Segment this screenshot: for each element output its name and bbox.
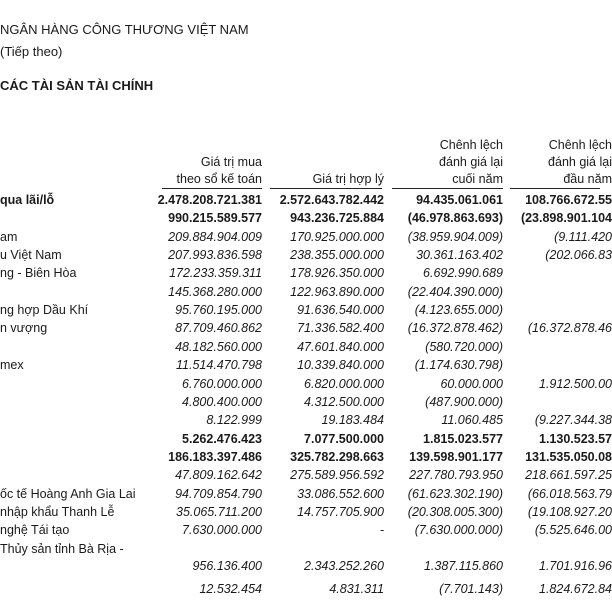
col-header-line: theo sổ kế toán bbox=[176, 172, 262, 186]
cell-c4: (19.108.927.20 bbox=[527, 505, 612, 519]
col-header-fair-value bbox=[313, 171, 384, 188]
cell-c4: (9.227.344.38 bbox=[534, 413, 612, 427]
cell-c3: (7.630.000.000) bbox=[414, 523, 503, 537]
cell-c2: 325.782.298.663 bbox=[290, 450, 384, 464]
cell-c3: (4.123.655.000) bbox=[414, 303, 503, 317]
cell-c3: (16.372.878.462) bbox=[407, 321, 503, 335]
row-label: am bbox=[0, 230, 18, 244]
cell-c1: 95.760.195.000 bbox=[175, 303, 262, 317]
cell-c2: 19.183.484 bbox=[321, 413, 384, 427]
cell-c1: 990.215.589.577 bbox=[168, 211, 262, 225]
cell-c1: 6.760.000.000 bbox=[182, 377, 262, 391]
cell-c2: 6.820.000.000 bbox=[304, 377, 384, 391]
cell-c4: 1.912.500.00 bbox=[539, 377, 612, 391]
cell-c1: 172.233.359.311 bbox=[169, 266, 262, 280]
cell-c3: 1.815.023.577 bbox=[423, 432, 503, 446]
cell-c4: 218.661.597.25 bbox=[525, 468, 612, 482]
cell-c3: 227.780.793.950 bbox=[409, 468, 503, 482]
table-row bbox=[0, 582, 612, 600]
table-row bbox=[0, 230, 612, 248]
cell-c1: 8.122.999 bbox=[206, 413, 262, 427]
table-row bbox=[0, 358, 600, 376]
cell-c1: 12.532.454 bbox=[199, 582, 262, 596]
cell-c4: 131.535.050.08 bbox=[525, 450, 612, 464]
table-row bbox=[0, 193, 612, 211]
col-header-line: đầu năm bbox=[563, 172, 612, 186]
table-row bbox=[0, 523, 612, 541]
cell-c4: (9.111.420 bbox=[554, 230, 612, 244]
table-row bbox=[0, 395, 600, 413]
table-row bbox=[0, 505, 612, 523]
cell-c2: 170.925.000.000 bbox=[290, 230, 384, 244]
cell-c3: 139.598.901.177 bbox=[409, 450, 503, 464]
cell-c2: 10.339.840.000 bbox=[297, 358, 384, 372]
cell-c3: 1.387.115.860 bbox=[423, 559, 503, 573]
col-header-revaluation-begin bbox=[548, 137, 612, 188]
cell-c3: 11.060.485 bbox=[441, 413, 503, 427]
cell-c2: 4.312.500.000 bbox=[304, 395, 384, 409]
row-label: ốc tế Hoàng Anh Gia Lai bbox=[0, 487, 136, 501]
table-row bbox=[0, 303, 600, 321]
cell-c4: 1.130.523.57 bbox=[539, 432, 612, 446]
row-label: mex bbox=[0, 358, 24, 372]
row-label: u Việt Nam bbox=[0, 248, 62, 262]
cell-c2: 238.355.000.000 bbox=[290, 248, 384, 262]
cell-c2: - bbox=[379, 523, 384, 537]
table-row bbox=[0, 432, 612, 450]
cell-c1: 87.709.460.862 bbox=[175, 321, 262, 335]
cell-c3: (22.404.390.000) bbox=[407, 285, 503, 299]
table-row bbox=[0, 340, 600, 358]
cell-c1: 47.809.162.642 bbox=[175, 468, 262, 482]
cell-c3: (20.308.005.300) bbox=[407, 505, 503, 519]
table-row bbox=[0, 487, 612, 505]
row-label: nhập khẩu Thanh Lễ bbox=[0, 505, 115, 519]
cell-c4: 108.766.672.55 bbox=[525, 193, 612, 207]
table-row bbox=[0, 321, 612, 339]
cell-c1: 145.368.280.000 bbox=[168, 285, 262, 299]
cell-c4: 1.701.916.96 bbox=[539, 559, 612, 573]
cell-c1: 11.514.470.798 bbox=[176, 358, 262, 372]
col-header-line: Chênh lệch bbox=[548, 138, 612, 152]
col-header-line: Chênh lệch bbox=[439, 138, 503, 152]
cell-c2: 2.343.252.260 bbox=[304, 559, 384, 573]
cell-c2: 91.636.540.000 bbox=[297, 303, 384, 317]
row-label: qua lãi/lỗ bbox=[0, 193, 55, 207]
cell-c2: 275.589.956.592 bbox=[290, 468, 384, 482]
cell-c1: 48.182.560.000 bbox=[175, 340, 262, 354]
header-rule bbox=[510, 188, 600, 189]
cell-c1: 207.993.836.598 bbox=[168, 248, 262, 262]
cell-c4: (16.372.878.46 bbox=[527, 321, 612, 335]
header-rule bbox=[162, 188, 262, 189]
cell-c3: (1.174.630.798) bbox=[414, 358, 503, 372]
cell-c3: (487.900.000) bbox=[425, 395, 503, 409]
cell-c1: 186.183.397.486 bbox=[168, 450, 262, 464]
cell-c1: 956.136.400 bbox=[192, 559, 262, 573]
cell-c2: 122.963.890.000 bbox=[290, 285, 384, 299]
cell-c4: (5.525.646.00 bbox=[534, 523, 612, 537]
header-rule bbox=[392, 188, 503, 189]
table-row bbox=[0, 542, 600, 560]
table-row bbox=[0, 413, 612, 431]
table-row bbox=[0, 248, 612, 266]
cell-c1: 209.884.904.009 bbox=[168, 230, 262, 244]
cell-c2: 2.572.643.782.442 bbox=[279, 193, 384, 207]
cell-c3: 60.000.000 bbox=[440, 377, 503, 391]
col-header-line: cuối năm bbox=[452, 172, 503, 186]
continued-note: (Tiếp theo) bbox=[0, 44, 63, 59]
cell-c3: 6.692.990.689 bbox=[423, 266, 503, 280]
bank-name: NGÂN HÀNG CÔNG THƯƠNG VIỆT NAM bbox=[0, 22, 249, 37]
cell-c3: 30.361.163.402 bbox=[416, 248, 503, 262]
cell-c3: 94.435.061.061 bbox=[416, 193, 503, 207]
table-row bbox=[0, 285, 600, 303]
row-label: nghệ Tái tạo bbox=[0, 523, 70, 537]
cell-c3: (46.978.863.693) bbox=[407, 211, 503, 225]
row-label: ng - Biên Hòa bbox=[0, 266, 77, 280]
table-row bbox=[0, 377, 612, 395]
cell-c3: (7.701.143) bbox=[439, 582, 503, 596]
table-row bbox=[0, 211, 612, 229]
row-label: ng hợp Dầu Khí bbox=[0, 303, 89, 317]
cell-c4: (66.018.563.79 bbox=[527, 487, 612, 501]
cell-c1: 5.262.476.423 bbox=[182, 432, 262, 446]
cell-c4: 1.824.672.84 bbox=[539, 582, 612, 596]
cell-c3: (580.720.000) bbox=[425, 340, 503, 354]
col-header-line: Giá trị mua bbox=[200, 155, 262, 169]
cell-c2: 7.077.500.000 bbox=[304, 432, 384, 446]
col-header-revaluation-end bbox=[439, 137, 503, 188]
cell-c4: (23.898.901.104 bbox=[520, 211, 612, 225]
table-row bbox=[0, 266, 600, 284]
cell-c2: 4.831.311 bbox=[329, 582, 384, 596]
cell-c3: (38.959.904.009) bbox=[407, 230, 503, 244]
cell-c2: 47.601.840.000 bbox=[297, 340, 384, 354]
table-row bbox=[0, 559, 612, 577]
cell-c1: 35.065.711.200 bbox=[176, 505, 262, 519]
cell-c4: (202.066.83 bbox=[545, 248, 612, 262]
col-header-line: đánh giá lại bbox=[439, 155, 503, 169]
cell-c1: 7.630.000.000 bbox=[182, 523, 262, 537]
cell-c2: 33.086.552.600 bbox=[297, 487, 384, 501]
cell-c2: 71.336.582.400 bbox=[297, 321, 384, 335]
cell-c2: 943.236.725.884 bbox=[290, 211, 384, 225]
table-row bbox=[0, 450, 612, 468]
col-header-line: Giá trị hợp lý bbox=[312, 172, 384, 186]
cell-c1: 2.478.208.721.381 bbox=[157, 193, 262, 207]
table-row bbox=[0, 468, 612, 486]
row-label: n vượng bbox=[0, 321, 48, 335]
cell-c3: (61.623.302.190) bbox=[407, 487, 503, 501]
cell-c2: 178.926.350.000 bbox=[290, 266, 384, 280]
section-title: CÁC TÀI SẢN TÀI CHÍNH bbox=[0, 78, 154, 93]
col-header-line: đánh giá lại bbox=[548, 155, 612, 169]
header-rule bbox=[270, 188, 382, 189]
col-header-purchase-value bbox=[177, 154, 262, 188]
cell-c2: 14.757.705.900 bbox=[297, 505, 384, 519]
cell-c1: 94.709.854.790 bbox=[175, 487, 262, 501]
cell-c1: 4.800.400.000 bbox=[182, 395, 262, 409]
row-label: Thủy sản tỉnh Bà Rịa - bbox=[0, 542, 124, 556]
